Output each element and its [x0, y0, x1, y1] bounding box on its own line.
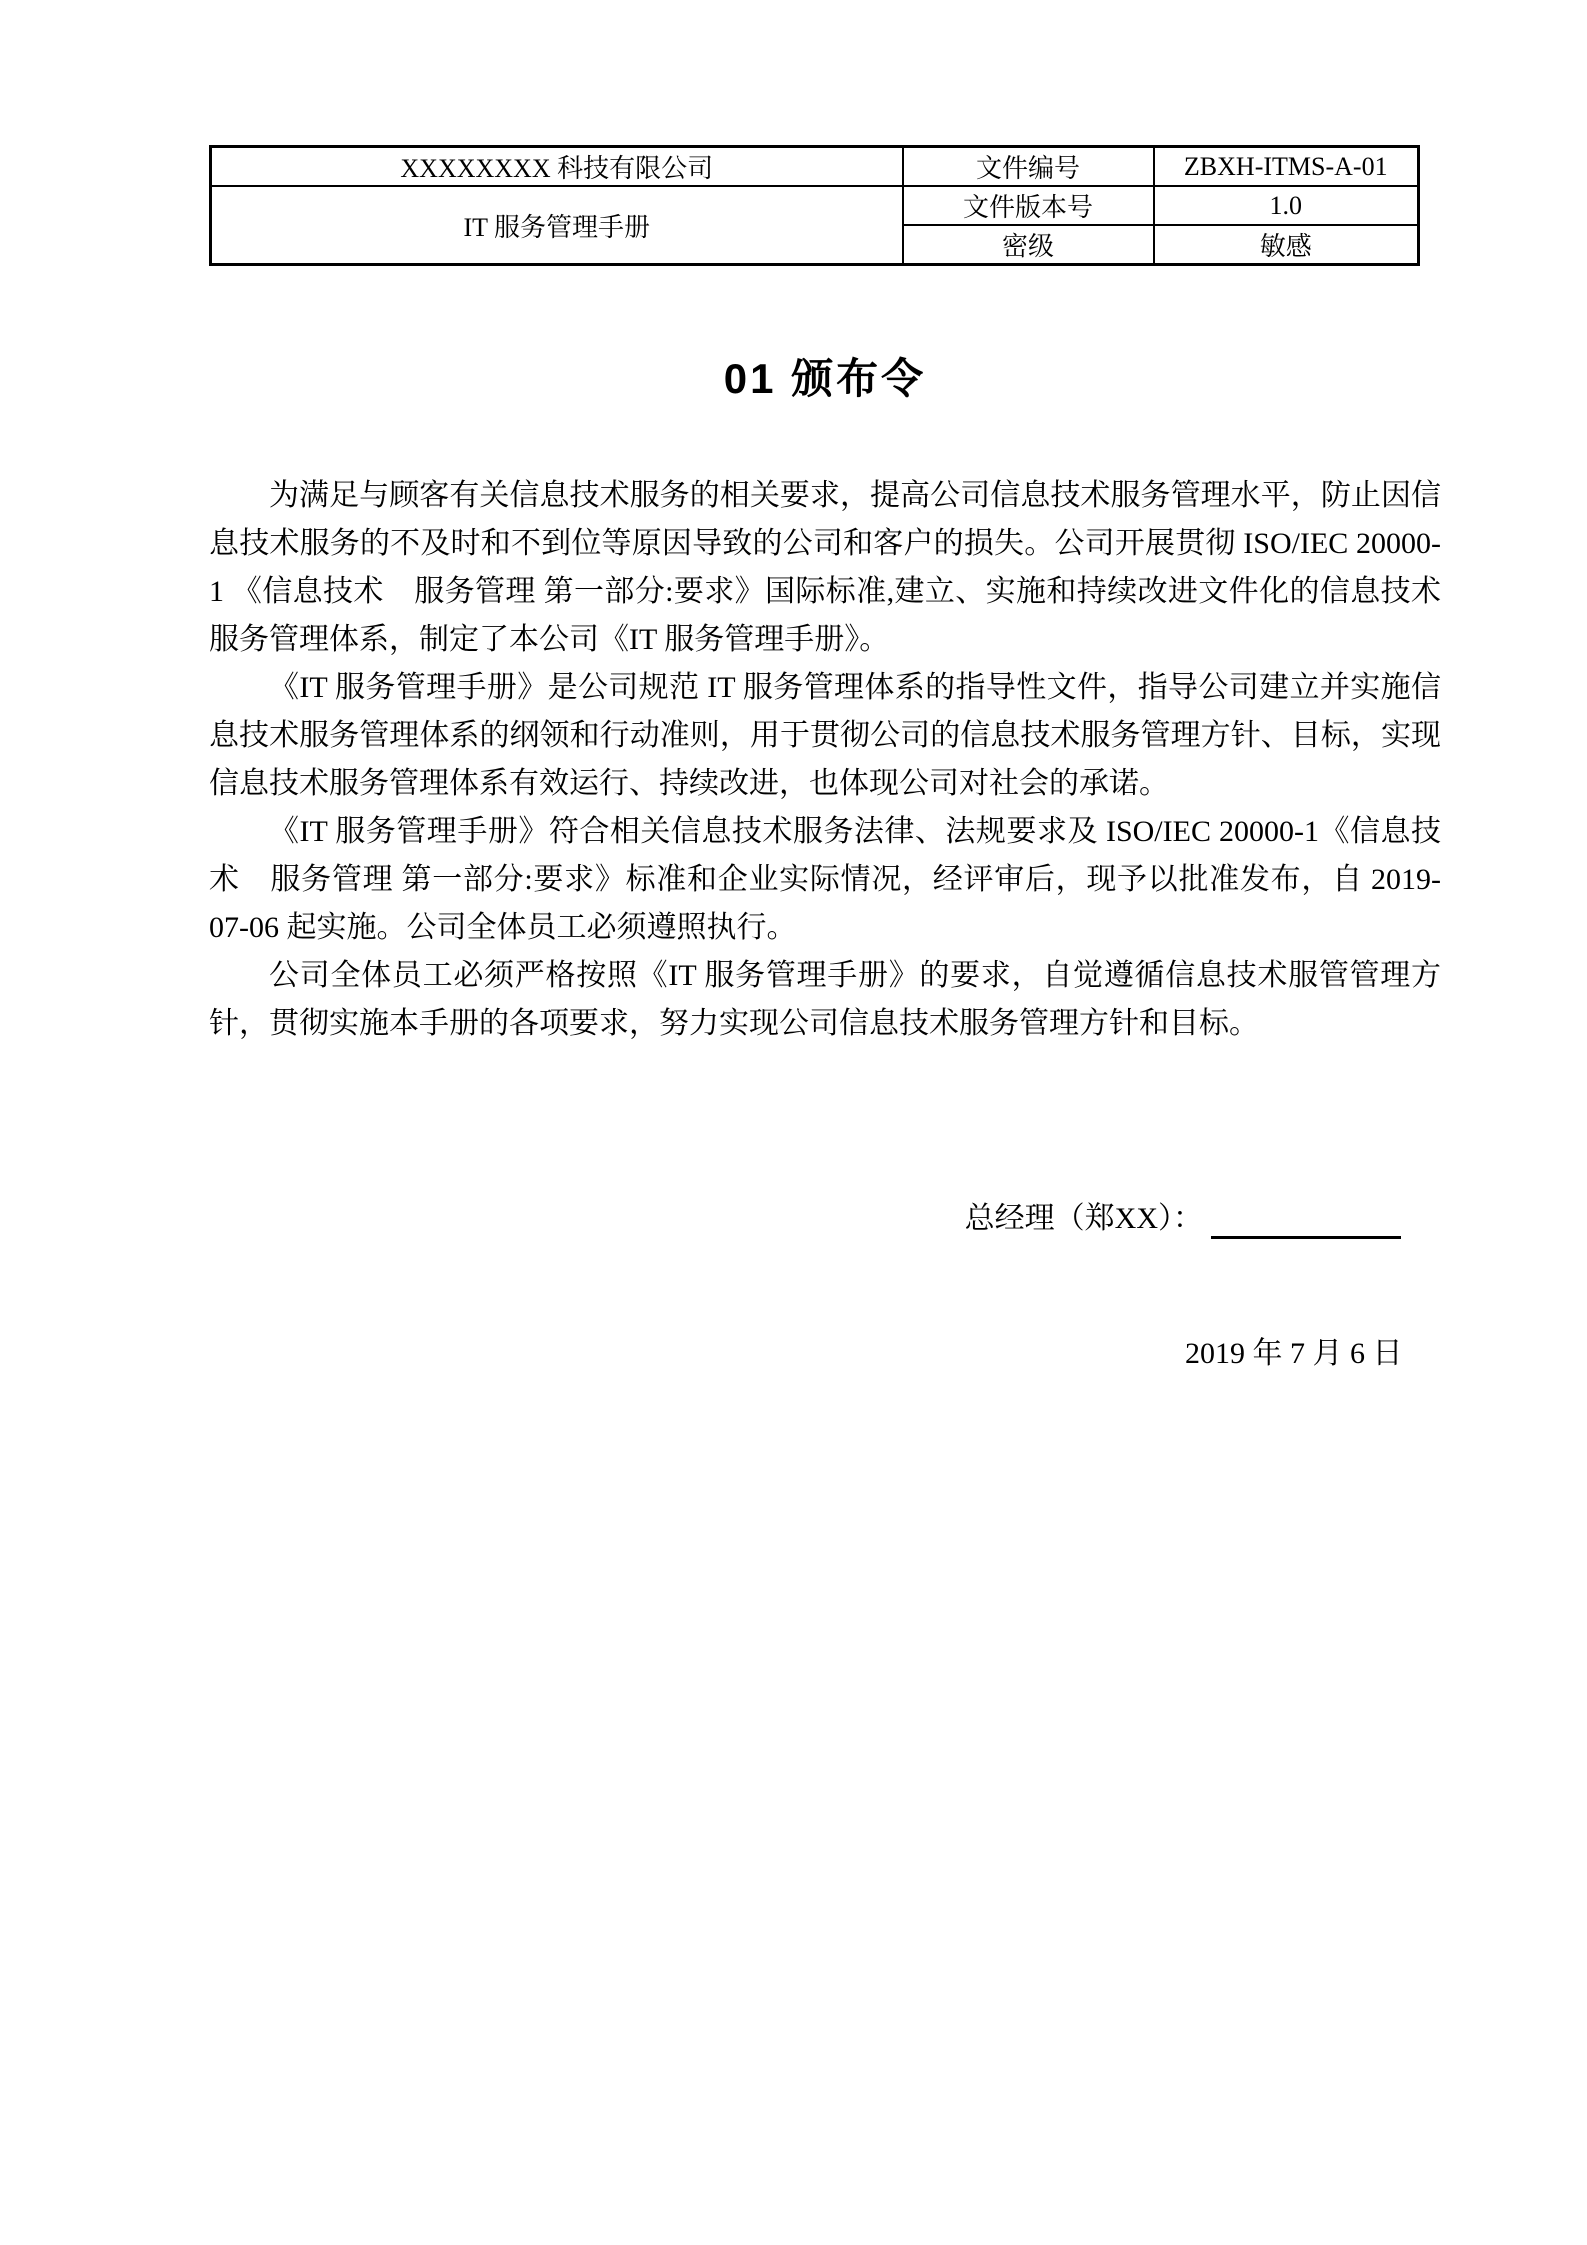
paragraph-1: 为满足与顾客有关信息技术服务的相关要求，提高公司信息技术服务管理水平，防止因信息技术服务的不及时和不到位等原因导致的公司和客户的损失。公司开展贯彻 ISO/IEC 20000-1 《信息技术 服务管理 第一部分:要求》国际标准,建立、实施和持续改进文件化的信息技术服务管理体系，制定了本公司《IT 服务管理手册》。 — [209, 479, 1441, 656]
paragraph-4: 公司全体员工必须严格按照《IT 服务管理手册》的要求，自觉遵循信息技术服管管理方针，贯彻实施本手册的各项要求，努力实现公司信息技术服务管理方针和目标。 — [209, 959, 1441, 1040]
doc-version-value: 1.0 — [1154, 186, 1419, 225]
document-header-table — [209, 145, 1420, 266]
document-body — [209, 472, 1441, 1048]
doc-number-value: ZBXH-ITMS-A-01 — [1154, 147, 1419, 187]
paragraph-3: 《IT 服务管理手册》符合相关信息技术服务法律、法规要求及 ISO/IEC 20000-1《信息技术 服务管理 第一部分:要求》标准和企业实际情况，经评审后，现予以批准发布，自 2019-07-06 起实施。公司全体员工必须遵照执行。 — [209, 815, 1441, 944]
company-name-cell: XXXXXXXX 科技有限公司 — [211, 147, 903, 187]
doc-title-cell: IT 服务管理手册 — [211, 186, 903, 265]
signature-block — [209, 1198, 1441, 1239]
page-title: 01 颁布令 — [723, 355, 927, 402]
signature-line — [1211, 1198, 1401, 1239]
table-row — [211, 186, 1419, 225]
doc-version-label: 文件版本号 — [903, 186, 1154, 225]
classification-label: 密级 — [903, 225, 1154, 265]
paragraph-2: 《IT 服务管理手册》是公司规范 IT 服务管理体系的指导性文件，指导公司建立并实施信息技术服务管理体系的纲领和行动准则，用于贯彻公司的信息技术服务管理方针、目标，实现信息技术服务管理体系有效运行、持续改进，也体现公司对社会的承诺。 — [209, 671, 1441, 800]
doc-number-label: 文件编号 — [903, 147, 1154, 187]
table-row — [211, 147, 1419, 187]
document-date: 2019 年 7 月 6 日 — [1185, 1337, 1403, 1370]
classification-value: 敏感 — [1154, 225, 1419, 265]
signature-label: 总经理（郑XX）： — [964, 1202, 1203, 1235]
